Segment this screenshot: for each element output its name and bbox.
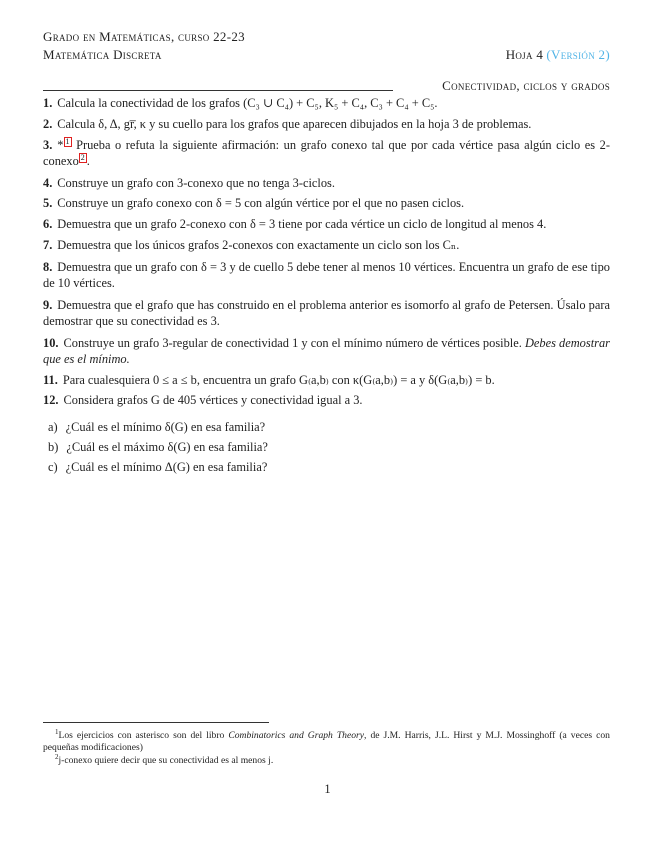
- problem-text: Para cualesquiera 0 ≤ a ≤ b, encuentra un grafo G₍a,b₎ con κ(G₍a,b₎) = a y δ(G₍a,b₎) = b.: [62, 373, 495, 387]
- problem-text: Calcula δ, Δ, gr̅, κ y su cuello para los grafos que aparecen dibujados en la hoja 3 de problemas.: [57, 117, 532, 131]
- problem-number: 3.: [43, 138, 53, 153]
- section-title: Conectividad, ciclos y grados: [442, 78, 610, 93]
- problem-emphasis: Debes demostrar que es el mínimo.: [43, 336, 610, 366]
- subitem-label: b): [48, 440, 59, 454]
- subitem-text: ¿Cuál es el mínimo δ(G) en esa familia?: [65, 420, 266, 434]
- problem-text: Calcula la conectividad de los grafos (C₃ ∪ C₄) + C₅, K₅ + C₄, C₃ + C₄ + C₅.: [57, 96, 438, 110]
- subitem-c: [48, 459, 615, 475]
- subitem-label: a): [48, 420, 58, 434]
- problem-text: Demuestra que el grafo que has construido en el problema anterior es isomorfo al grafo de Petersen. Úsalo para demostrar que su conectividad es 3.: [43, 298, 610, 328]
- problem-number: 11.: [43, 373, 58, 387]
- problem-9: [43, 297, 610, 329]
- problem-1: [43, 95, 610, 111]
- problem-text: Demuestra que un grafo 2-conexo con δ = 3 tiene por cada vértice un ciclo de longitud al menos 4.: [57, 217, 547, 231]
- footnote-1: [43, 726, 610, 754]
- subitem-label: c): [48, 460, 58, 474]
- problem-4: [43, 175, 610, 191]
- problem-text: Prueba o refuta la siguiente afirmación: un grafo conexo tal que por cada vértice pasa algún ciclo es 2-conexo: [43, 138, 610, 169]
- footnote-link-2[interactable]: 2: [80, 153, 85, 163]
- problem-8: [43, 259, 610, 291]
- problem-7: [43, 237, 610, 253]
- version-label: (Versión 2): [546, 47, 610, 62]
- period: .: [86, 154, 90, 169]
- problem-number: 7.: [43, 238, 53, 252]
- section-rule: [43, 90, 393, 91]
- footnote-link-1[interactable]: 1: [65, 137, 70, 146]
- footnote-text: j-conexo quiere decir que su conectividad es al menos j.: [58, 755, 274, 767]
- problem-number: 9.: [43, 298, 53, 312]
- problem-number: 2.: [43, 117, 53, 131]
- problem-number: 10.: [43, 336, 59, 350]
- problem-6: [43, 216, 610, 232]
- problem-number: 6.: [43, 217, 53, 231]
- problem-text: Construye un grafo conexo con δ = 5 con algún vértice por el que no pasen ciclos.: [57, 196, 465, 210]
- problem-11: [43, 372, 610, 388]
- problem-text: Demuestra que los únicos grafos 2-conexos con exactamente un ciclo son los Cₙ.: [57, 238, 460, 252]
- subitem-b: [48, 439, 615, 455]
- asterisk: *: [57, 138, 64, 153]
- problem-text: Considera grafos G de 405 vértices y conectividad igual a 3.: [63, 393, 363, 407]
- footnote-rule: [43, 722, 269, 723]
- course-title: Grado en Matemáticas, curso 22-23: [43, 29, 245, 44]
- problem-text: Demuestra que un grafo con δ = 3 y de cuello 5 debe tener al menos 10 vértices. Encuentra un grafo de ese tipo de 10 vértices.: [43, 260, 610, 290]
- problem-12: [43, 392, 610, 408]
- subitem-text: ¿Cuál es el mínimo Δ(G) en esa familia?: [65, 460, 268, 474]
- problem-number: 1.: [43, 96, 53, 110]
- sheet-number: Hoja 4: [505, 47, 544, 62]
- subitem-text: ¿Cuál es el máximo δ(G) en esa familia?: [66, 440, 268, 454]
- problem-2: [43, 116, 610, 132]
- problem-number: 5.: [43, 196, 53, 210]
- footnote-2: [43, 751, 610, 767]
- problem-number: 8.: [43, 260, 53, 274]
- problem-10: [43, 335, 610, 367]
- subject-title: Matemática Discreta: [43, 47, 162, 62]
- problem-5: [43, 195, 610, 211]
- footnote-text: , de J.M. Harris, J.L. Hirst y M.J. Mossinghoff (a veces con pequeñas modificaciones): [43, 730, 610, 754]
- footnote-text: Los ejercicios con asterisco son del libro: [58, 730, 229, 742]
- footnote-mark: 2: [55, 753, 59, 761]
- page-number: 1: [324, 782, 331, 796]
- problem-number: 4.: [43, 176, 53, 190]
- problem-number: 12.: [43, 393, 59, 407]
- subitem-a: [48, 419, 615, 435]
- problem-text: Construye un grafo 3-regular de conectividad 1 y con el mínimo número de vértices posible.: [63, 336, 522, 350]
- book-title: Combinatorics and Graph Theory: [228, 730, 365, 742]
- problem-text: Construye un grafo con 3-conexo que no tenga 3-ciclos.: [57, 176, 335, 190]
- problem-3: [43, 137, 610, 169]
- footnote-mark: 1: [55, 728, 59, 736]
- sheet-label: [506, 47, 610, 63]
